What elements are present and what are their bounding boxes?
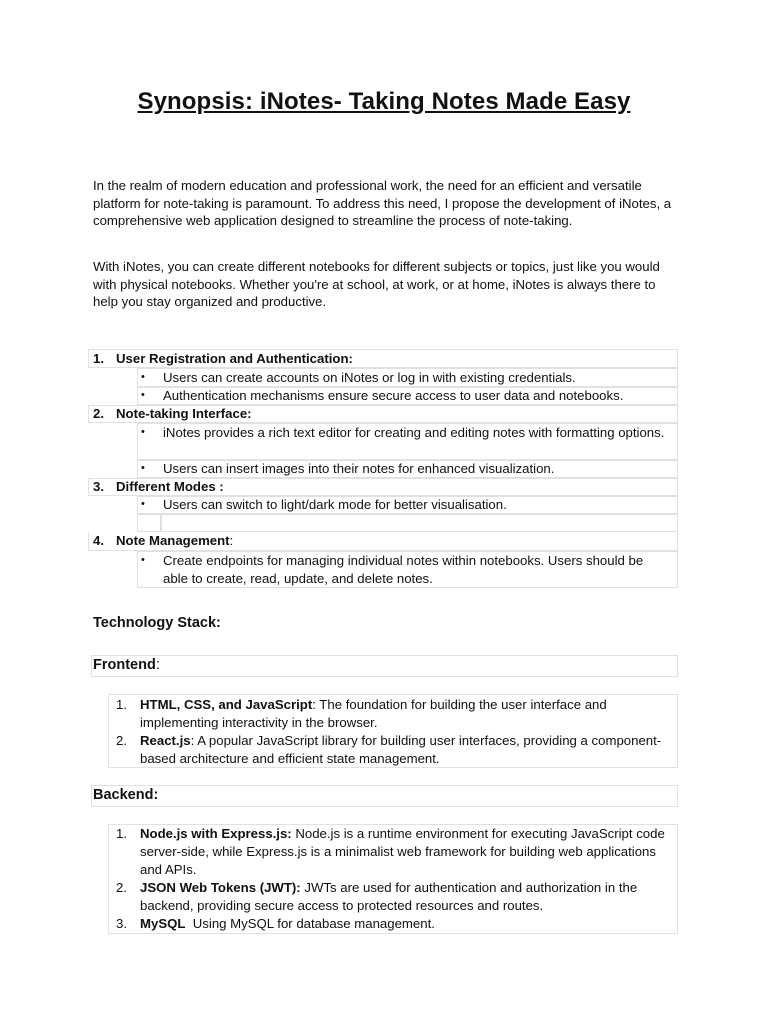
intro-paragraph-1: In the realm of modern education and professional work, the need for an efficient and versatile platform for note-taking is paramount. To address this need, I propose the development of iNotes, a comprehensive web application designed to streamline the process of note-taking.: [93, 178, 672, 229]
feature-bullet: iNotes provides a rich text editor for creating and editing notes with formatting options.: [163, 425, 665, 440]
empty-cell: [161, 514, 678, 532]
feature-bullet-row: [137, 387, 678, 405]
list-number: 1.: [116, 826, 127, 841]
feature-bullet-row: [137, 551, 678, 588]
list-item: [140, 879, 675, 915]
bullet-icon: •: [141, 498, 145, 510]
bullet-icon: •: [141, 426, 145, 438]
feature-title-suffix: :: [229, 533, 234, 548]
feature-bullet-row: [137, 423, 678, 460]
feature-number: 1.: [93, 351, 104, 366]
backend-heading: Backend:: [93, 787, 159, 803]
frontend-heading-text: Frontend: [93, 657, 156, 673]
list-item: [140, 732, 675, 768]
feature-title: User Registration and Authentication:: [116, 351, 353, 366]
document-title: Synopsis: iNotes- Taking Notes Made Easy: [137, 88, 631, 115]
backend-heading-box: [91, 785, 678, 807]
backend-list: [108, 824, 678, 934]
feature-row: [88, 478, 678, 496]
bullet-icon: •: [141, 554, 145, 566]
frontend-heading: [93, 657, 160, 673]
empty-cell: [137, 514, 161, 532]
list-number: 2.: [116, 733, 127, 748]
feature-bullet: Users can insert images into their notes for enhanced visualization.: [163, 461, 555, 476]
bullet-icon: •: [141, 389, 145, 401]
feature-bullet-row: [137, 368, 678, 387]
list-desc: : A popular JavaScript library for building user interfaces, providing a component-based architecture and efficient state management.: [140, 733, 662, 766]
feature-number: 4.: [93, 533, 104, 548]
feature-bullet-row: [137, 496, 678, 514]
feature-title: Different Modes :: [116, 479, 224, 494]
feature-title: Note-taking Interface:: [116, 406, 252, 421]
list-number: 2.: [116, 880, 127, 895]
list-desc: Using MySQL for database management.: [185, 916, 435, 931]
feature-bullet-row: [137, 460, 678, 478]
list-number: 3.: [116, 916, 127, 931]
frontend-heading-box: [91, 655, 678, 677]
feature-bullet: Authentication mechanisms ensure secure access to user data and notebooks.: [163, 388, 624, 403]
list-term: React.js: [140, 733, 191, 748]
list-term: MySQL: [140, 916, 186, 931]
frontend-list: [108, 694, 678, 768]
feature-number: 2.: [93, 406, 104, 421]
list-item: [140, 915, 675, 933]
list-desc: : The foundation for building the user interface and implementing interactivity in the browser.: [140, 697, 607, 730]
tech-stack-heading: Technology Stack:: [93, 615, 221, 631]
intro-paragraph-2: With iNotes, you can create different notebooks for different subjects or topics, just like you would with physical notebooks. Whether you're at school, at work, or at home, iNotes is always there to help you stay organized and productive.: [93, 259, 660, 310]
bullet-icon: •: [141, 462, 145, 474]
list-term: HTML, CSS, and JavaScript: [140, 697, 313, 712]
feature-title-text: Note Management: [116, 533, 230, 548]
feature-row: [88, 405, 678, 423]
list-item: [140, 696, 675, 732]
list-number: 1.: [116, 697, 127, 712]
list-desc: JWTs are used for authentication and authorization in the backend, providing secure access to protected resources and routes.: [140, 880, 638, 913]
feature-row: [88, 532, 678, 551]
list-term: Node.js with Express.js:: [140, 826, 292, 841]
list-term: JSON Web Tokens (JWT):: [140, 880, 301, 895]
list-desc: Node.js is a runtime environment for executing JavaScript code server-side, while Express.js is a minimalist web framework for building web applications and APIs.: [140, 826, 665, 877]
feature-bullet: Create endpoints for managing individual notes within notebooks. Users should be able to create, read, update, and delete notes.: [163, 553, 644, 586]
list-item: [140, 825, 675, 878]
feature-bullet: Users can switch to light/dark mode for better visualisation.: [163, 497, 507, 512]
bullet-icon: •: [141, 371, 145, 383]
frontend-heading-suffix: :: [155, 657, 160, 673]
feature-bullet: Users can create accounts on iNotes or log in with existing credentials.: [163, 370, 576, 385]
feature-number: 3.: [93, 479, 104, 494]
feature-title: [116, 532, 233, 550]
feature-row: [88, 349, 678, 368]
